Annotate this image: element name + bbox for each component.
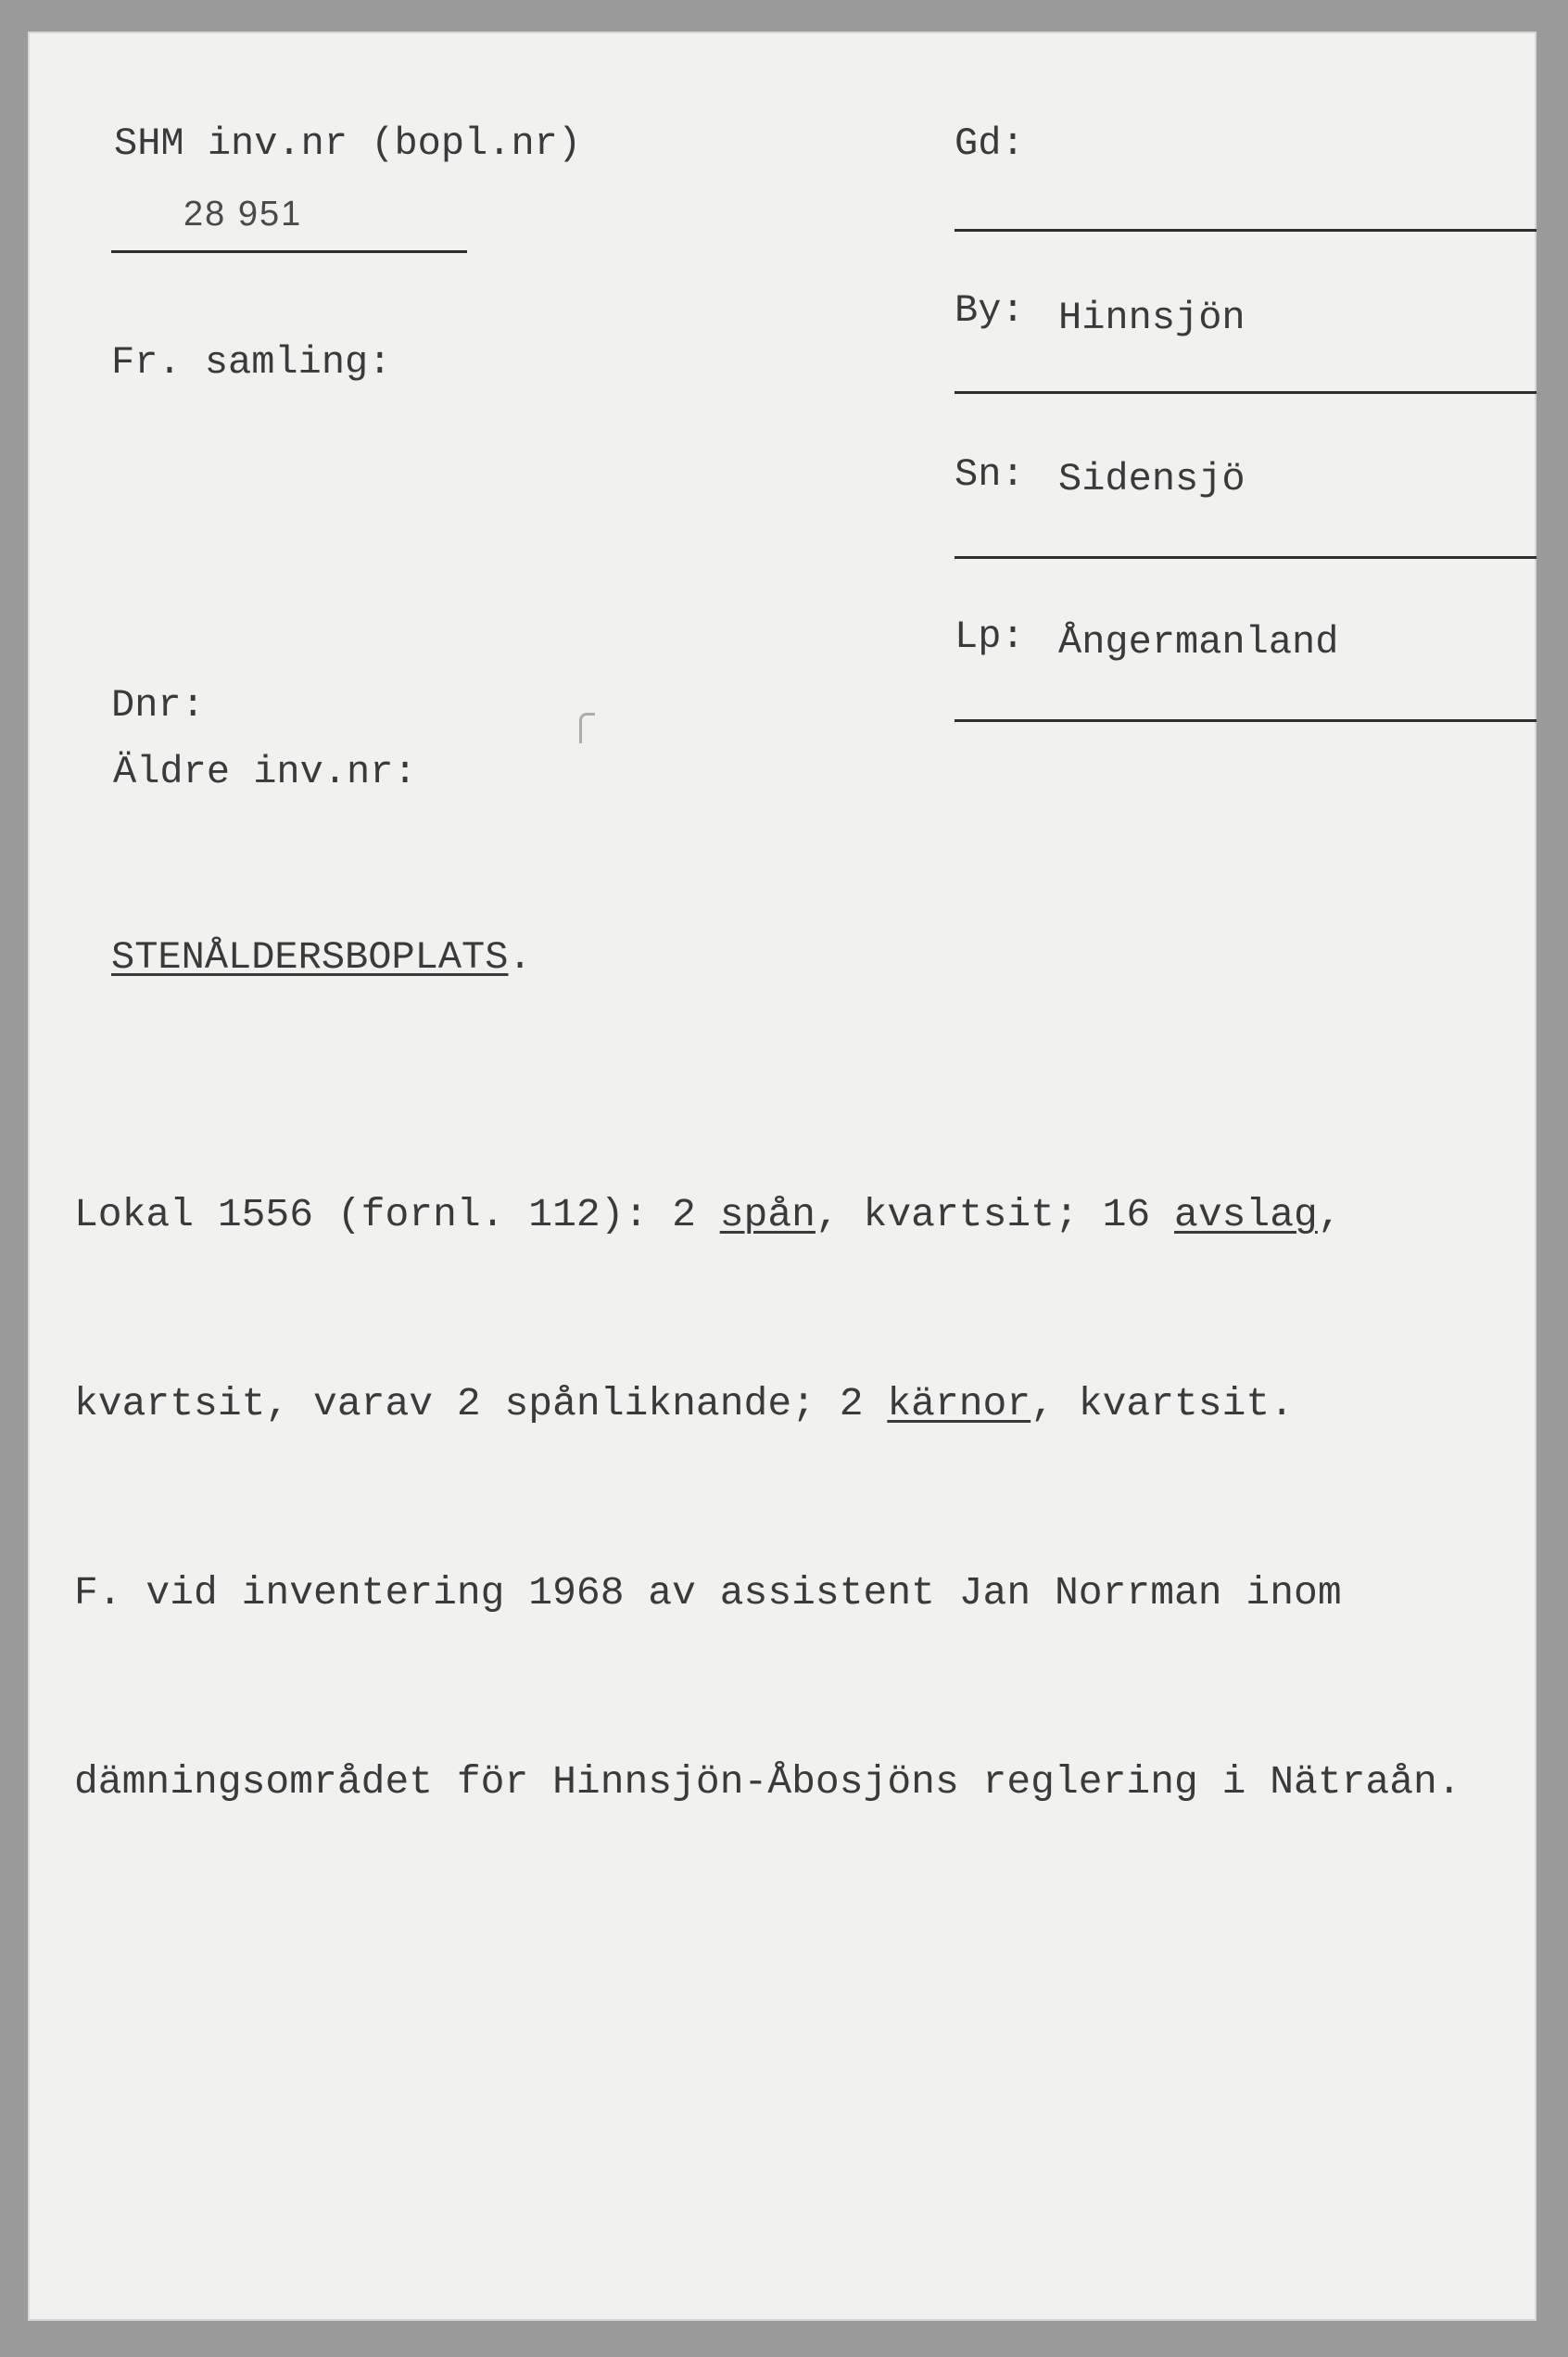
- line2-text-c: , kvartsit.: [1031, 1381, 1295, 1426]
- inv-number-underline: [111, 250, 467, 253]
- sn-rule: [955, 556, 1536, 559]
- description-line-1: [74, 1184, 1538, 1247]
- inv-label: SHM inv.nr (bopl.nr): [114, 121, 582, 166]
- by-value: Hinnsjön: [1058, 296, 1246, 340]
- site-heading-suffix: .: [508, 935, 532, 980]
- line1-text-c: , kvartsit; 16: [815, 1192, 1175, 1237]
- by-label: By:: [955, 288, 1025, 333]
- lp-label: Lp:: [955, 615, 1025, 659]
- line1-text-a: Lokal 1556 (fornl. 112): 2: [74, 1192, 720, 1237]
- dnr-label: Dnr:: [111, 683, 205, 728]
- line2-text-a: kvartsit, varav 2 spånliknande; 2: [74, 1381, 888, 1426]
- gd-label: Gd:: [955, 121, 1025, 166]
- site-heading-text: STENÅLDERSBOPLATS: [111, 935, 509, 980]
- description-line-3: F. vid inventering 1968 av assistent Jan Norrman inom: [74, 1570, 1342, 1616]
- lp-value: Ångermanland: [1058, 620, 1339, 665]
- sn-label: Sn:: [955, 452, 1025, 497]
- line1-underlined-avslag: avslag: [1174, 1192, 1318, 1237]
- pencil-mark: [579, 713, 595, 743]
- fr-samling-label: Fr. samling:: [111, 340, 392, 385]
- by-rule: [955, 391, 1536, 394]
- line2-underlined-karnor: kärnor: [887, 1381, 1031, 1426]
- site-heading: [111, 935, 532, 980]
- lp-rule: [955, 719, 1536, 722]
- line1-text-e: ,: [1317, 1192, 1342, 1237]
- description-line-2: [74, 1373, 1538, 1436]
- line1-underlined-span: spån: [719, 1192, 816, 1237]
- inv-number: 28 951: [183, 195, 303, 234]
- sn-value: Sidensjö: [1058, 457, 1246, 501]
- catalog-card: [28, 32, 1536, 2321]
- description: [74, 1058, 1538, 1940]
- aldre-inv-label: Äldre inv.nr:: [113, 750, 417, 794]
- description-line-4: dämningsområdet för Hinnsjön-Åbosjöns reglering i Nätraån.: [74, 1759, 1461, 1805]
- gd-rule: [955, 229, 1536, 232]
